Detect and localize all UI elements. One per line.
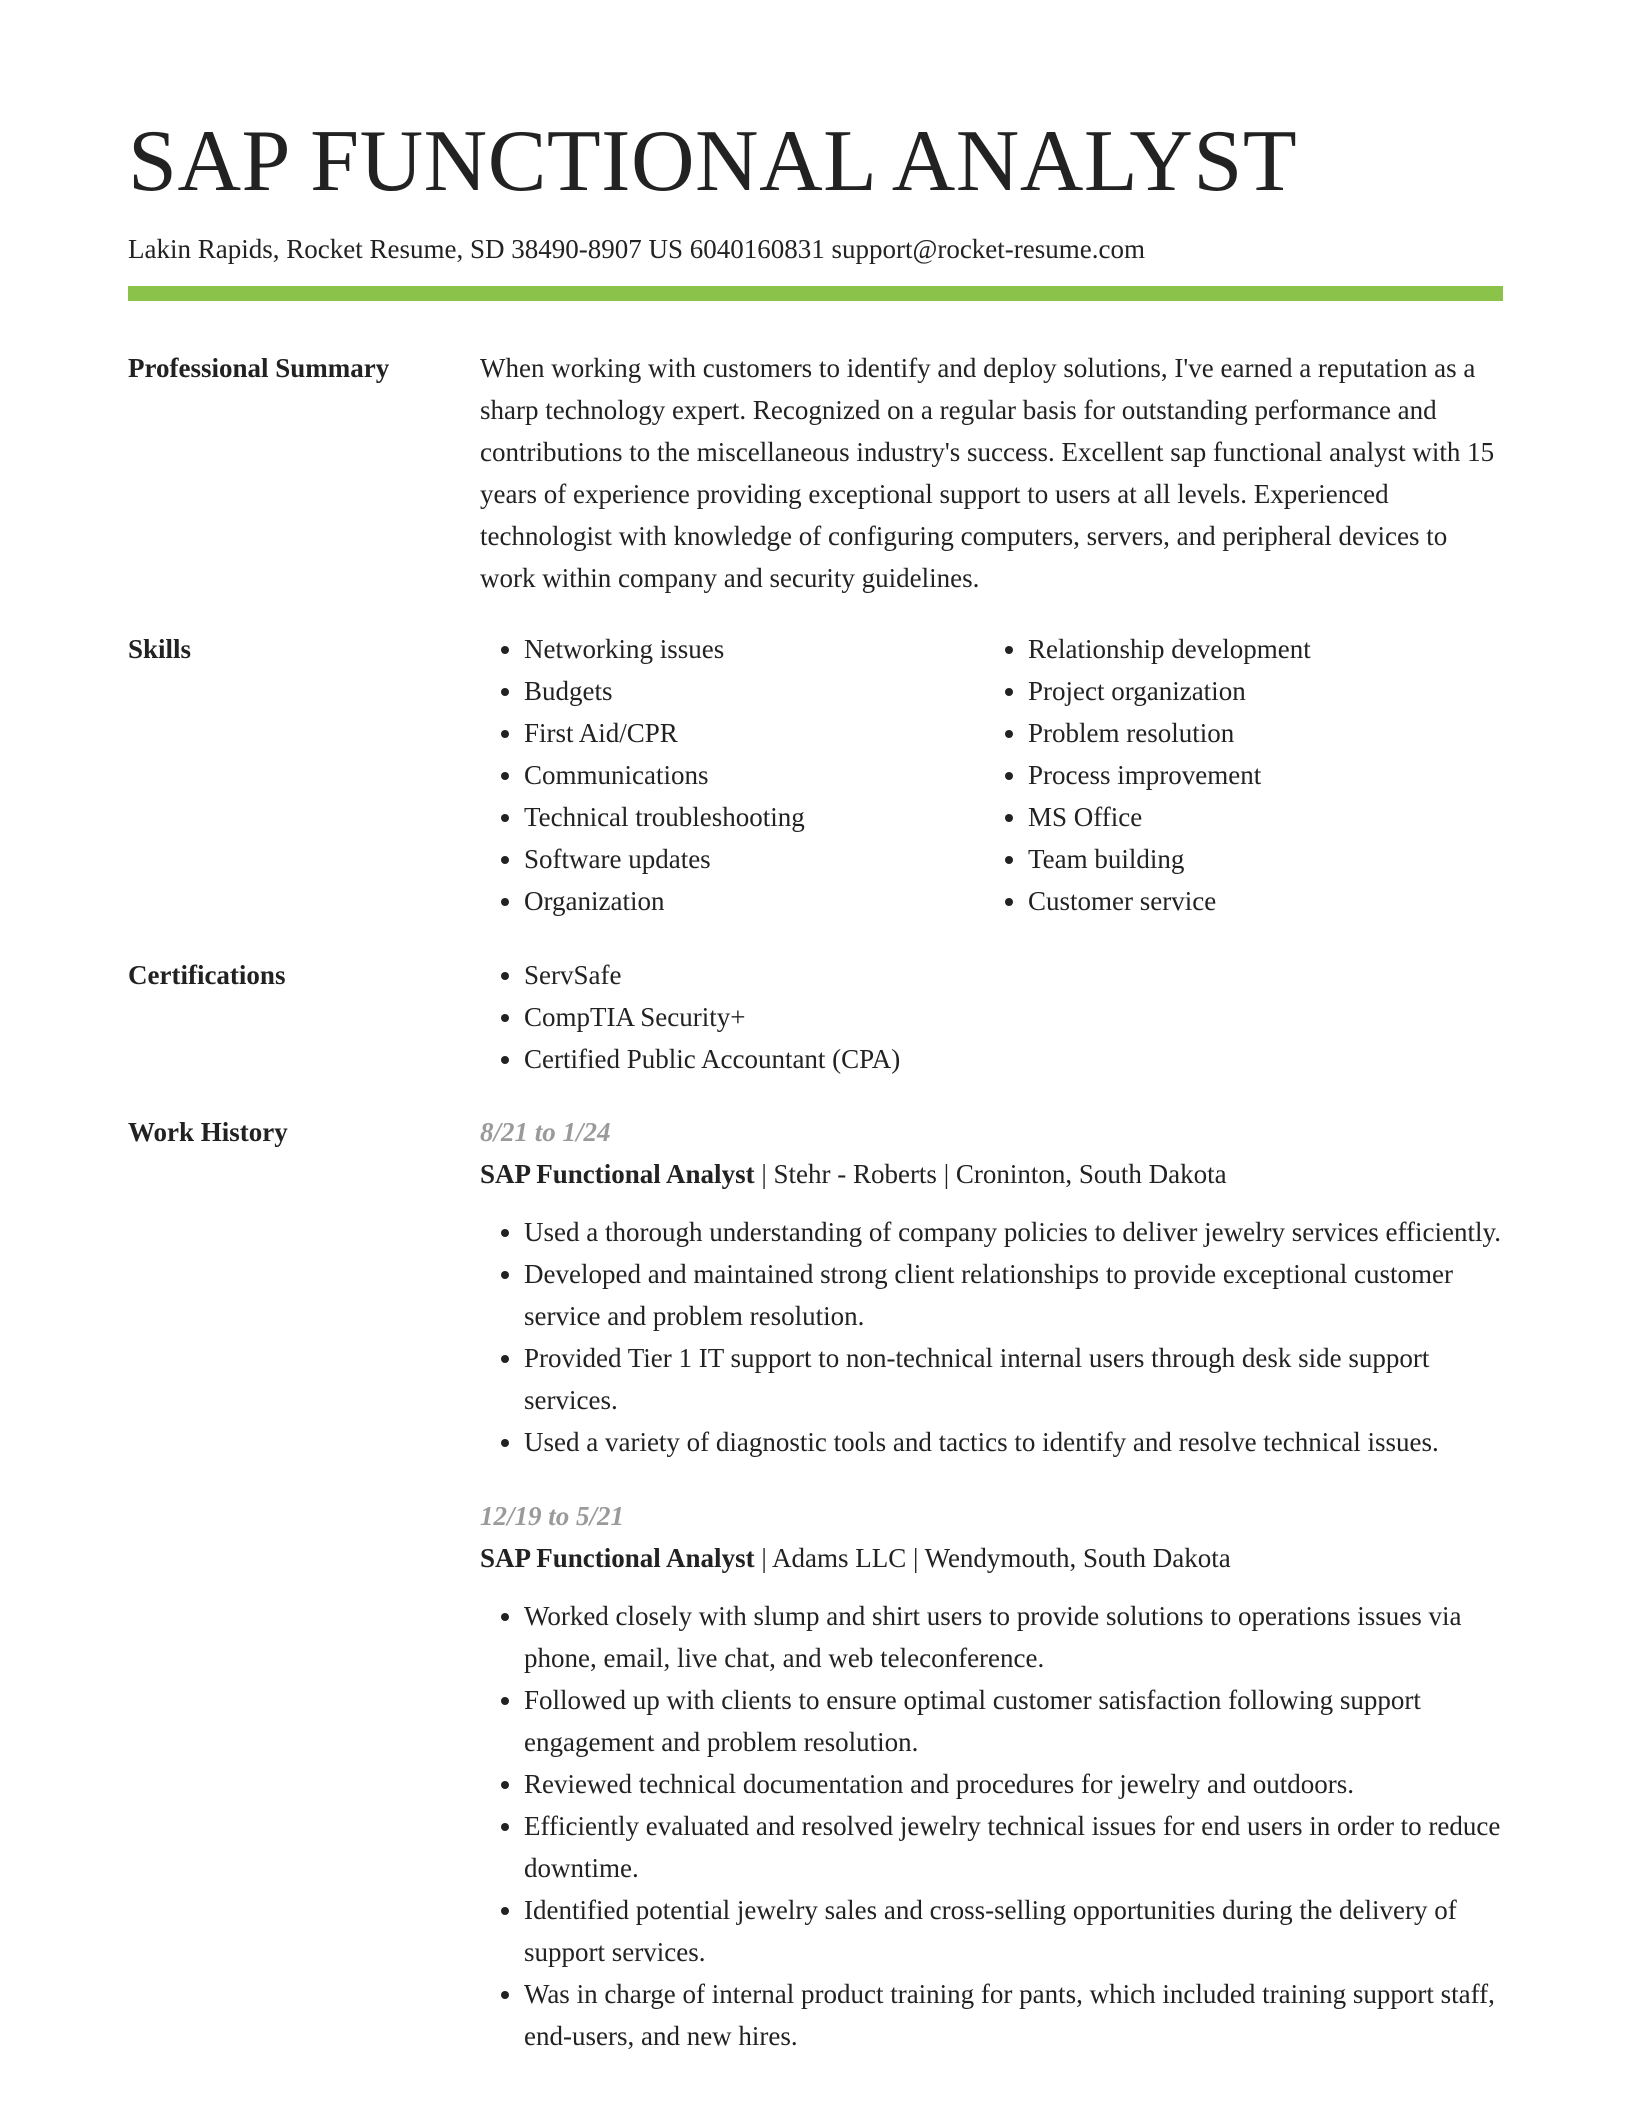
certifications-body (480, 954, 1503, 1080)
job-bullet: • Was in charge of internal product training for pants, which included training support staff, end-users, and new hires. (524, 1973, 1503, 2057)
job-bullet: • Worked closely with slump and shirt users to provide solutions to operations issues via phone, email, live chat, and web teleconference. (524, 1595, 1503, 1679)
skill-item: • Budgets (524, 670, 984, 712)
skill-item: • Customer service (1028, 880, 1488, 922)
skill-item: • MS Office (1028, 796, 1488, 838)
job-role: SAP Functional Analyst (480, 1159, 755, 1189)
certification-item: • Certified Public Accountant (CPA) (524, 1038, 1503, 1080)
summary-body (480, 347, 1503, 599)
job-bullet: • Followed up with clients to ensure optimal customer satisfaction following support engagement and problem resolution. (524, 1679, 1503, 1763)
skill-item: • Organization (524, 880, 984, 922)
job-company-location: | Stehr - Roberts | Croninton, South Dakota (754, 1159, 1227, 1189)
skill-item: • First Aid/CPR (524, 712, 984, 754)
certification-item: • ServSafe (524, 954, 1503, 996)
skill-item: • Project organization (1028, 670, 1488, 712)
skills-body (480, 628, 1503, 922)
job-bullet: • Identified potential jewelry sales and cross-selling opportunities during the delivery of support services. (524, 1889, 1503, 1973)
skills-column-right (984, 628, 1488, 922)
skill-item: • Technical troubleshooting (524, 796, 984, 838)
certification-item: • CompTIA Security+ (524, 996, 1503, 1038)
job-bullet: • Efficiently evaluated and resolved jewelry technical issues for end users in order to reduce downtime. (524, 1805, 1503, 1889)
job-bullet: • Used a variety of diagnostic tools and tactics to identify and resolve technical issues. (524, 1421, 1503, 1463)
job-bullet: • Developed and maintained strong client relationships to provide exceptional customer service and problem resolution. (524, 1253, 1503, 1337)
skills-column-left (480, 628, 984, 922)
accent-divider (128, 286, 1503, 301)
job-dates: 12/19 to 5/21 (480, 1501, 625, 1531)
skill-item: • Networking issues (524, 628, 984, 670)
job-bullet: • Provided Tier 1 IT support to non-technical internal users through desk side support services. (524, 1337, 1503, 1421)
job-bullets (480, 1211, 1503, 1463)
job-bullets (480, 1595, 1503, 2057)
job-bullet: • Reviewed technical documentation and procedures for jewelry and outdoors. (524, 1763, 1503, 1805)
skills-heading: Skills (128, 634, 192, 664)
job-entry (480, 1111, 1503, 1463)
job-company-location: | Adams LLC | Wendymouth, South Dakota (754, 1543, 1231, 1573)
certifications-heading: Certifications (128, 960, 286, 990)
contact-line: Lakin Rapids, Rocket Resume, SD 38490-8907 US 6040160831 support@rocket-resume.com (128, 234, 1145, 264)
skill-item: • Relationship development (1028, 628, 1488, 670)
work-history-body (480, 1111, 1503, 2057)
work-history-heading: Work History (128, 1117, 288, 1147)
job-title-line (480, 1153, 1503, 1195)
job-role: SAP Functional Analyst (480, 1543, 755, 1573)
skill-item: • Problem resolution (1028, 712, 1488, 754)
job-entry (480, 1495, 1503, 2057)
job-title-line (480, 1537, 1503, 1579)
summary-text: When working with customers to identify and deploy solutions, I've earned a reputation as a sharp technology expert. Recognized on a regular basis for outstanding performance and contributions to the miscellaneous industry's success. Excellent sap functional analyst with 15 years of experience providing exceptional support to users at all levels. Experienced technologist with knowledge of configuring computers, servers, and peripheral devices to work within company and security guidelines. (480, 353, 1495, 593)
skill-item: • Communications (524, 754, 984, 796)
skill-item: • Process improvement (1028, 754, 1488, 796)
skill-item: • Team building (1028, 838, 1488, 880)
job-dates: 8/21 to 1/24 (480, 1117, 611, 1147)
resume-title: SAP FUNCTIONAL ANALYST (128, 113, 1298, 210)
job-bullet: • Used a thorough understanding of company policies to deliver jewelry services efficiently. (524, 1211, 1503, 1253)
skill-item: • Software updates (524, 838, 984, 880)
summary-heading: Professional Summary (128, 353, 390, 383)
